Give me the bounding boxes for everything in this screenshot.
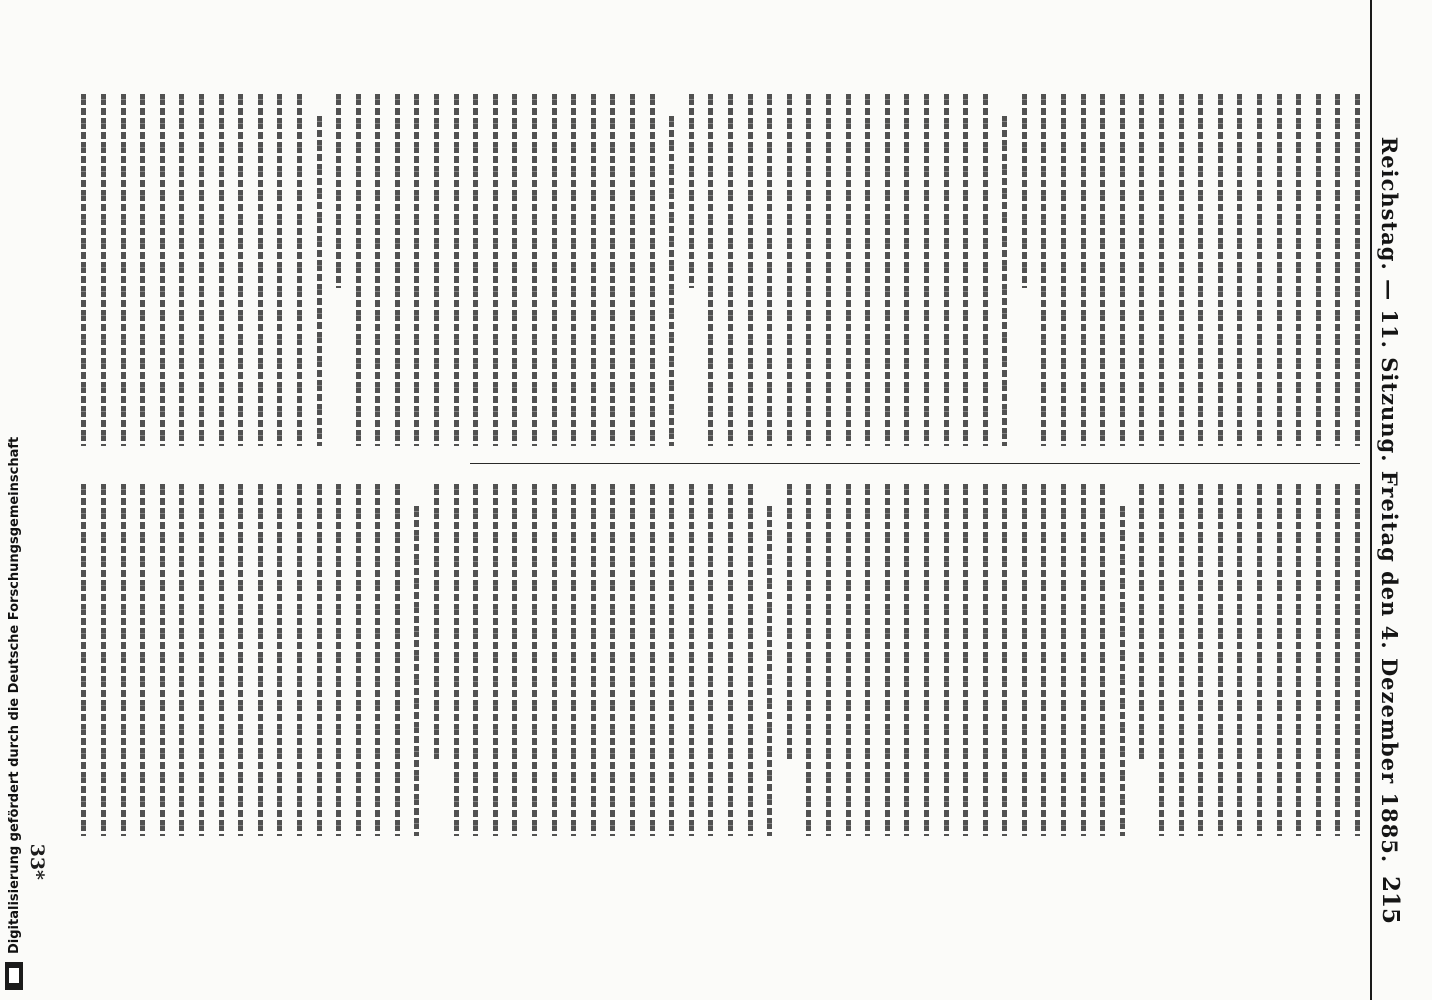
text-line <box>512 484 517 836</box>
column-divider <box>470 463 1360 464</box>
text-line <box>963 484 968 836</box>
text-line <box>846 94 851 446</box>
text-line <box>1296 94 1301 446</box>
text-line <box>532 484 537 836</box>
text-line <box>944 484 949 836</box>
text-line <box>1022 94 1027 288</box>
text-line <box>336 94 341 288</box>
text-line <box>728 94 733 446</box>
text-line <box>1002 116 1007 446</box>
text-line <box>748 94 753 446</box>
text-line <box>1277 484 1282 836</box>
text-line <box>669 116 674 446</box>
text-line <box>1257 484 1262 836</box>
text-line <box>1081 94 1086 446</box>
text-line <box>1042 94 1047 446</box>
text-line <box>277 94 282 446</box>
text-line <box>454 94 459 446</box>
text-line <box>199 94 204 446</box>
text-line <box>610 94 615 446</box>
text-line <box>983 484 988 836</box>
text-line <box>787 484 792 759</box>
digitization-footer <box>0 0 28 1000</box>
text-line <box>493 94 498 446</box>
text-line <box>415 506 420 836</box>
text-line <box>571 484 576 836</box>
text-line <box>219 484 224 836</box>
text-line <box>904 94 909 446</box>
text-line <box>140 94 145 446</box>
text-line <box>630 484 635 836</box>
text-line <box>924 484 929 836</box>
text-line <box>708 94 713 446</box>
text-line <box>1002 484 1007 836</box>
text-line <box>473 94 478 446</box>
text-line <box>571 94 576 446</box>
text-line <box>1061 94 1066 446</box>
header-title: Reichstag. — 11. Sitzung. Freitag den 4. Dezember 1885. <box>1377 136 1402 864</box>
text-line <box>630 94 635 446</box>
text-line <box>160 94 165 446</box>
text-line <box>140 484 145 836</box>
text-line <box>1179 484 1184 836</box>
text-line <box>1335 484 1340 836</box>
text-line <box>806 94 811 446</box>
text-line <box>963 94 968 446</box>
text-line <box>81 484 86 836</box>
text-line <box>160 484 165 836</box>
text-line <box>101 484 106 836</box>
text-line <box>1159 94 1164 446</box>
text-line <box>434 94 439 446</box>
signature-mark: 33* <box>26 843 48 880</box>
text-line <box>336 484 341 836</box>
text-line <box>983 94 988 446</box>
text-line <box>238 94 243 446</box>
text-line <box>767 94 772 446</box>
text-line <box>591 94 596 446</box>
text-line <box>924 94 929 446</box>
text-line <box>512 94 517 446</box>
text-line <box>179 94 184 446</box>
text-line <box>904 484 909 836</box>
text-line <box>748 484 753 836</box>
text-line <box>238 484 243 836</box>
text-line <box>1179 94 1184 446</box>
text-line <box>1100 484 1105 836</box>
text-line <box>787 94 792 446</box>
text-line <box>826 484 831 836</box>
text-line <box>219 94 224 446</box>
text-line <box>1355 484 1360 836</box>
text-line <box>473 484 478 836</box>
text-line <box>1159 484 1164 836</box>
text-line <box>1257 94 1262 446</box>
text-line <box>885 484 890 836</box>
text-line <box>1335 94 1340 446</box>
text-line <box>806 484 811 836</box>
text-line <box>375 94 380 446</box>
text-line <box>689 484 694 836</box>
text-line <box>415 94 420 446</box>
text-line <box>1139 484 1144 759</box>
text-line <box>1061 484 1066 836</box>
text-line <box>1100 94 1105 446</box>
text-line <box>669 484 674 836</box>
text-line <box>277 484 282 836</box>
text-line <box>1198 94 1203 446</box>
text-line <box>395 484 400 836</box>
text-line <box>1139 94 1144 446</box>
text-line <box>121 94 126 446</box>
text-line <box>1218 484 1223 836</box>
text-line <box>885 94 890 446</box>
text-line <box>1120 94 1125 446</box>
text-line <box>434 484 439 759</box>
page-number: 215 <box>1377 875 1404 924</box>
text-line <box>258 94 263 446</box>
text-line <box>179 484 184 836</box>
text-line <box>552 94 557 446</box>
text-line <box>395 94 400 446</box>
text-line <box>1081 484 1086 836</box>
text-line <box>708 484 713 836</box>
text-line <box>1316 484 1321 836</box>
text-line <box>81 94 86 446</box>
text-line <box>356 94 361 446</box>
text-line <box>1237 484 1242 836</box>
text-line <box>552 484 557 836</box>
text-line <box>1198 484 1203 836</box>
text-line <box>767 506 772 836</box>
text-line <box>101 94 106 446</box>
text-line <box>944 94 949 446</box>
footer-credit: Digitalisierung gefördert durch die Deutsche Forschungsgemeinschaft <box>7 436 22 954</box>
text-column-left <box>56 94 1360 446</box>
text-line <box>826 94 831 446</box>
text-line <box>846 484 851 836</box>
text-line <box>454 484 459 836</box>
text-line <box>865 94 870 446</box>
text-line <box>258 484 263 836</box>
text-line <box>610 484 615 836</box>
text-line <box>375 484 380 836</box>
text-line <box>728 484 733 836</box>
text-line <box>1355 94 1360 446</box>
text-line <box>199 484 204 836</box>
text-line <box>317 116 322 446</box>
text-line <box>1022 484 1027 836</box>
text-line <box>865 484 870 836</box>
text-line <box>650 94 655 446</box>
text-column-right <box>56 484 1360 836</box>
text-line <box>1042 484 1047 836</box>
text-line <box>493 484 498 836</box>
text-line <box>532 94 537 446</box>
text-line <box>1277 94 1282 446</box>
dfg-logo-icon <box>5 962 23 990</box>
text-line <box>1218 94 1223 446</box>
text-line <box>356 484 361 836</box>
text-line <box>297 94 302 446</box>
text-line <box>689 94 694 288</box>
text-line <box>1237 94 1242 446</box>
text-line <box>591 484 596 836</box>
text-line <box>1296 484 1301 836</box>
text-line <box>650 484 655 836</box>
text-line <box>317 484 322 836</box>
text-line <box>1316 94 1321 446</box>
page-header <box>1370 0 1406 1000</box>
text-line <box>297 484 302 836</box>
text-line <box>1120 506 1125 836</box>
text-line <box>121 484 126 836</box>
